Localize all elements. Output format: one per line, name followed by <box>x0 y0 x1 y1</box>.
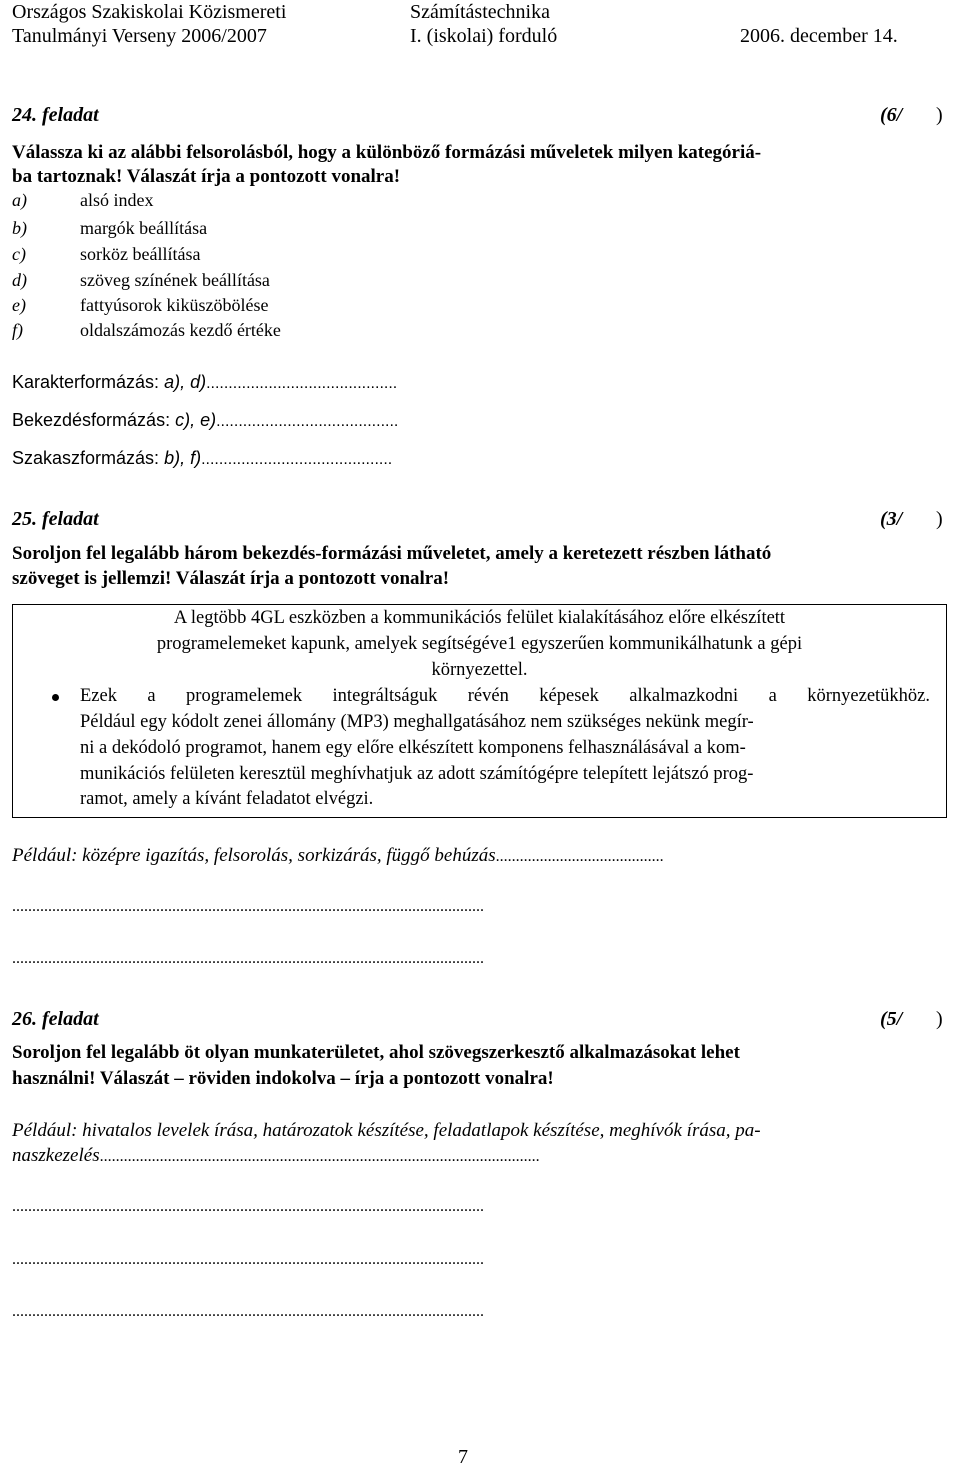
bullet-icon <box>52 694 59 701</box>
page-number: 7 <box>458 1446 468 1468</box>
option-letter: f) <box>12 320 23 340</box>
option-text: margók beállítása <box>80 218 208 238</box>
option-letter: e) <box>12 295 26 315</box>
answer-dots: ......................................... <box>216 413 399 430</box>
option-text: oldalszámozás kezdő értéke <box>80 320 281 340</box>
task26-points-close: ) <box>936 1008 943 1030</box>
task26-title: 26. feladat <box>12 1008 99 1030</box>
answer-line-szakasz <box>12 448 392 469</box>
blank-answer-line: ...................................................................................................................... <box>12 1303 484 1320</box>
answer-value: b), f) <box>164 448 202 468</box>
option-letter: b) <box>12 218 27 238</box>
task25-points-close: ) <box>936 508 943 530</box>
task24-prompt-line2: ba tartoznak! Válaszát írja a pontozott vonalra! <box>12 166 401 187</box>
answer-dots: .............................................................................................................. <box>99 1148 540 1165</box>
option-text: szöveg színének beállítása <box>80 270 270 290</box>
answer-label: Bekezdésformázás: <box>12 410 176 430</box>
task25-answer-text: Például: középre igazítás, felsorolás, sorkizárás, függő behúzás <box>12 845 496 866</box>
task25-answer-line1 <box>12 845 664 867</box>
box-centered-line2: programelemeket kapunk, amelyek segítségéve1 egyszerűen kommunikálhatunk a gépi <box>156 634 803 654</box>
answer-line-bekezdes <box>12 410 398 431</box>
blank-answer-line: ...................................................................................................................... <box>12 1198 484 1215</box>
task25-prompt-line2: szöveget is jellemzi! Válaszát írja a pontozott vonalra! <box>12 568 450 589</box>
answer-dots: ........................................... <box>206 375 398 392</box>
task26-answer-line2 <box>12 1145 540 1167</box>
task24-prompt-line1: Válassza ki az alábbi felsorolásból, hogy a különböző formázási műveletek milyen kategóriá- <box>12 142 762 163</box>
blank-answer-line: ...................................................................................................................... <box>12 898 484 915</box>
task26-prompt-line1: Soroljon fel legalább öt olyan munkaterületet, ahol szövegszerkesztő alkalmazásokat lehet <box>12 1042 740 1063</box>
task25-title: 25. feladat <box>12 508 99 530</box>
task25-points: (3/ <box>880 508 903 530</box>
blank-answer-line: ...................................................................................................................... <box>12 950 484 967</box>
box-bullet-line: ramot, amely a kívánt feladatot elvégzi. <box>80 789 374 809</box>
option-text: alsó index <box>80 190 154 210</box>
answer-dots: ........................................... <box>201 451 393 468</box>
answer-dots: .......................................... <box>495 848 664 865</box>
answer-line-karakter <box>12 372 397 393</box>
box-bullet-line: ni a dekódoló programot, hanem egy előre elkészített komponens felhasználásával a kom- <box>80 738 746 758</box>
answer-value: a), d) <box>164 372 207 392</box>
option-text: fattyúsorok kiküszöbölése <box>80 295 269 315</box>
box-bullet-line: Ezek a programelemek integráltságuk révén képesek alkalmazkodni a környezetükhöz. <box>80 686 930 706</box>
task24-title: 24. feladat <box>12 104 99 126</box>
task26-points: (5/ <box>880 1008 903 1030</box>
option-letter: c) <box>12 244 26 264</box>
answer-label: Szakaszformázás: <box>12 448 165 468</box>
task25-prompt-line1: Soroljon fel legalább három bekezdés-formázási műveletet, amely a keretezett részben látható <box>12 543 772 564</box>
answer-value: c), e) <box>175 410 217 430</box>
task24-points-close: ) <box>936 104 943 126</box>
blank-answer-line: ...................................................................................................................... <box>12 1251 484 1268</box>
task24-points: (6/ <box>880 104 903 126</box>
option-letter: a) <box>12 190 27 210</box>
box-bullet-line: munikációs felületen keresztül meghívhatjuk az adott számítógépre telepített lejátszó prog- <box>80 764 754 784</box>
option-letter: d) <box>12 270 27 290</box>
box-bullet-line: Például egy kódolt zenei állomány (MP3) meghallgatásához nem szükséges nekünk megír- <box>80 712 754 732</box>
task26-answer-text: naszkezelés <box>12 1145 100 1166</box>
header-date: 2006. december 14. <box>740 25 898 47</box>
header-org-line1: Országos Szakiskolai Közismereti <box>12 1 287 23</box>
header-subject: Számítástechnika <box>410 1 550 23</box>
box-centered-line3: környezettel. <box>431 660 528 680</box>
answer-label: Karakterformázás: <box>12 372 165 392</box>
option-text: sorköz beállítása <box>80 244 201 264</box>
task26-prompt-line2: használni! Válaszát – röviden indokolva – írja a pontozott vonalra! <box>12 1068 554 1089</box>
box-centered-line1: A legtöbb 4GL eszközben a kommunikációs felület kialakításához előre elkészített <box>173 608 786 628</box>
task26-answer-line1: Például: hivatalos levelek írása, határozatok készítése, feladatlapok készítése, meghívók írása, pa- <box>12 1120 761 1141</box>
header-org-line2: Tanulmányi Verseny 2006/2007 <box>12 25 267 47</box>
header-round: I. (iskolai) forduló <box>410 25 558 47</box>
